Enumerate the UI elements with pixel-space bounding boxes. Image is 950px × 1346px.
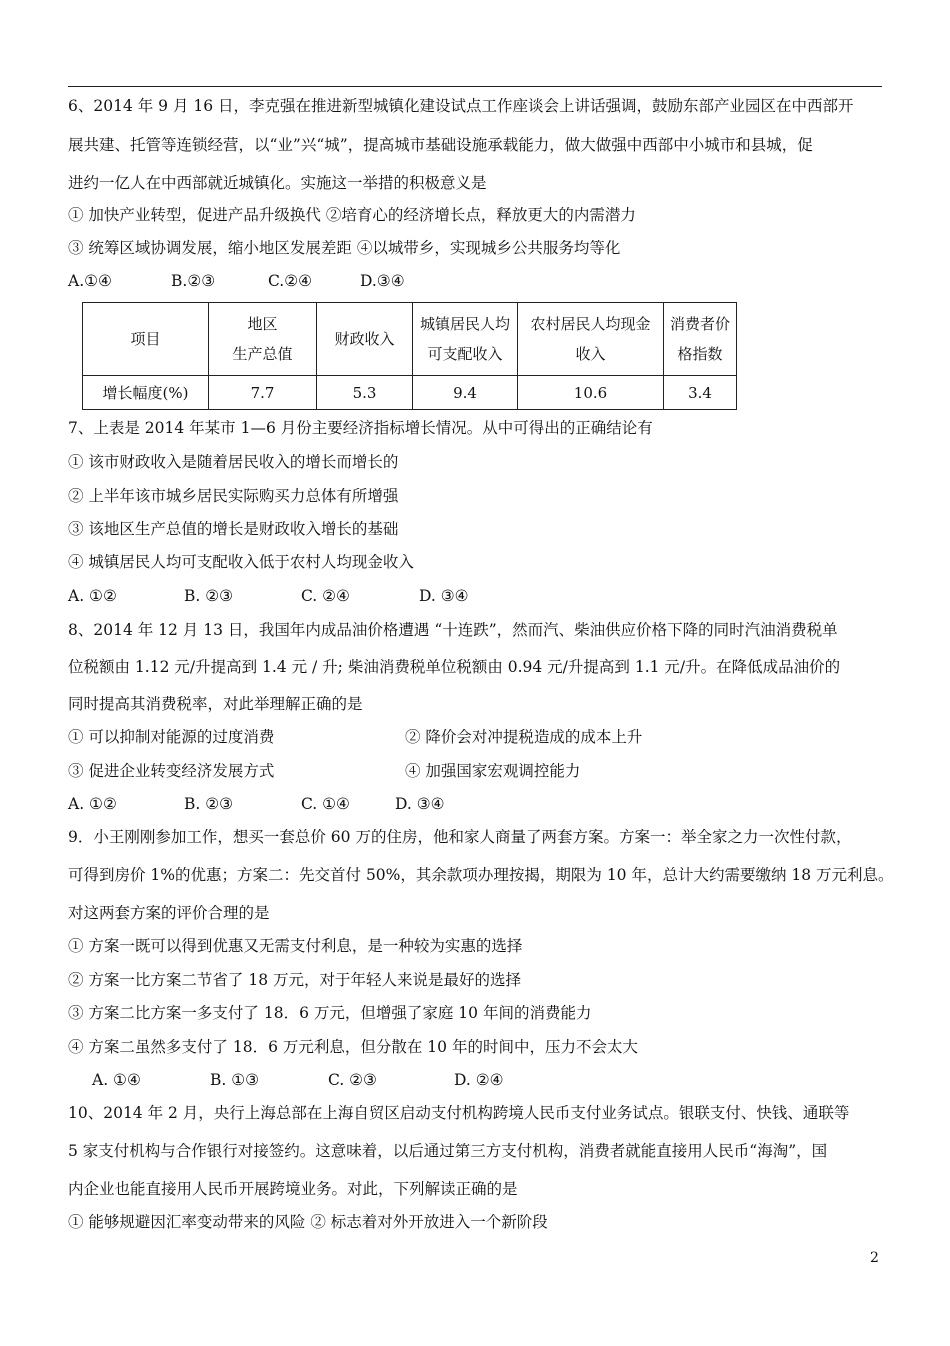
header-rule <box>68 86 882 87</box>
economic-indicators-table <box>82 302 737 410</box>
q8-option-c: C. ①④ <box>301 795 350 813</box>
table-header-row <box>83 303 737 376</box>
q9-item-3: ③ 方案二比方案一多支付了 18．6 万元，但增强了家庭 10 年间的消费能力 <box>68 1004 592 1022</box>
q9-stem-line-2: 可得到房价 1%的优惠；方案二：先交首付 50%，其余款项办理按揭，期限为 10 年，总计大约需要缴纳 18 万元利息。 <box>68 866 894 884</box>
q9-option-a: A. ①④ <box>92 1071 141 1089</box>
q6-stem-line-3: 进约一亿人在中西部就近城镇化。实施这一举措的积极意义是 <box>68 174 487 192</box>
q6-stem-line-2: 展共建、托管等连锁经营，以“业”兴“城”，提高城市基础设施承载能力，做大做强中西部中小城市和县城，促 <box>68 136 813 154</box>
table-cell: 增长幅度(%) <box>83 376 209 410</box>
table-cell: 10.6 <box>518 376 664 410</box>
q8-item-1: ① 可以抑制对能源的过度消费 <box>68 728 275 746</box>
q8-item-4: ④ 加强国家宏观调控能力 <box>405 762 581 780</box>
q7-item-4: ④ 城镇居民人均可支配收入低于农村人均现金收入 <box>68 553 414 571</box>
q6-option-d: D.③④ <box>360 272 405 290</box>
table-cell: 5.3 <box>317 376 413 410</box>
table-cell: 7.7 <box>209 376 317 410</box>
header-text: 收入 <box>575 345 606 363</box>
q6-item-1: ① 加快产业转型，促进产品升级换代 ②培育心的经济增长点，释放更大的内需潜力 <box>68 206 636 224</box>
q10-items: ① 能够规避因汇率变动带来的风险 ② 标志着对外开放进入一个新阶段 <box>68 1213 548 1231</box>
header-text: 农村居民人均现金 <box>530 315 651 333</box>
table-header-cell <box>209 303 317 376</box>
q8-options <box>68 794 445 814</box>
q9-stem-line-1: 9．小王刚刚参加工作，想买一套总价 60 万的住房，他和家人商量了两套方案。方案一：举全家之力一次性付款， <box>68 828 852 846</box>
header-text: 生产总值 <box>232 345 293 363</box>
header-text: 地区 <box>247 315 278 333</box>
q6-options <box>68 271 405 291</box>
q8-stem-line-2: 位税额由 1.12 元/升提高到 1.4 元 / 升; 柴油消费税单位税额由 0.94 元/升提高到 1.1 元/升。在降低成品油价的 <box>68 658 841 676</box>
q7-item-1: ① 该市财政收入是随着居民收入的增长而增长的 <box>68 453 399 471</box>
q7-stem: 7、上表是 2014 年某市 1—6 月份主要经济指标增长情况。从中可得出的正确结论有 <box>68 419 653 437</box>
q9-option-b: B. ①③ <box>210 1071 260 1089</box>
q6-item-2: ③ 统筹区域协调发展，缩小地区发展差距 ④以城带乡，实现城乡公共服务均等化 <box>68 239 621 257</box>
q6-option-a: A.①④ <box>68 272 112 290</box>
q6-option-c: C.②④ <box>268 272 313 290</box>
q10-stem-line-3: 内企业也能直接用人民币开展跨境业务。对此，下列解读正确的是 <box>68 1180 518 1198</box>
q7-option-d: D. ③④ <box>419 587 469 605</box>
q9-option-c: C. ②③ <box>328 1071 377 1089</box>
table-cell: 3.4 <box>664 376 737 410</box>
q9-item-4: ④ 方案二虽然多支付了 18．6 万元利息，但分散在 10 年的时间中，压力不会太大 <box>68 1038 638 1056</box>
q7-option-c: C. ②④ <box>301 587 350 605</box>
table-header-cell: 财政收入 <box>317 303 413 376</box>
q9-item-2: ② 方案一比方案二节省了 18 万元，对于年轻人来说是最好的选择 <box>68 971 522 989</box>
table-header-cell <box>518 303 664 376</box>
q8-option-d: D. ③④ <box>395 795 445 813</box>
header-text: 消费者价 <box>669 315 730 333</box>
q7-options <box>68 586 469 606</box>
table-header-cell: 项目 <box>83 303 209 376</box>
page-number: 2 <box>870 1250 879 1266</box>
q8-stem-line-3: 同时提高其消费税率，对此举理解正确的是 <box>68 695 363 713</box>
q6-stem-line-1: 6、2014 年 9 月 16 日，李克强在推进新型城镇化建设试点工作座谈会上讲话强调，鼓励东部产业园区在中西部开 <box>68 97 854 115</box>
q10-stem-line-2: 5 家支付机构与合作银行对接签约。这意味着，以后通过第三方支付机构，消费者就能直接用人民币“海淘”，国 <box>68 1142 828 1160</box>
q9-item-1: ① 方案一既可以得到优惠又无需支付利息，是一种较为实惠的选择 <box>68 937 523 955</box>
q8-option-a: A. ①② <box>68 795 117 813</box>
header-text: 格指数 <box>677 345 723 363</box>
table-row <box>83 376 737 410</box>
table-header-cell <box>413 303 518 376</box>
q10-stem-line-1: 10、2014 年 2 月，央行上海总部在上海自贸区启动支付机构跨境人民币支付业务试点。银联支付、快钱、通联等 <box>68 1104 850 1122</box>
q7-option-a: A. ①② <box>68 587 117 605</box>
q8-option-b: B. ②③ <box>184 795 234 813</box>
q9-stem-line-3: 对这两套方案的评价合理的是 <box>68 904 270 922</box>
q7-item-3: ③ 该地区生产总值的增长是财政收入增长的基础 <box>68 520 399 538</box>
q6-option-b: B.②③ <box>171 272 216 290</box>
q8-item-3: ③ 促进企业转变经济发展方式 <box>68 762 275 780</box>
q9-options <box>92 1070 504 1090</box>
q8-stem-line-1: 8、2014 年 12 月 13 日，我国年内成品油价格遭遇 “十连跌”，然而汽、柴油供应价格下降的同时汽油消费税单 <box>68 621 838 639</box>
q7-item-2: ② 上半年该市城乡居民实际购买力总体有所增强 <box>68 487 399 505</box>
table-header-cell <box>664 303 737 376</box>
q9-option-d: D. ②④ <box>454 1071 504 1089</box>
q7-option-b: B. ②③ <box>184 587 234 605</box>
header-text: 可支配收入 <box>427 345 503 363</box>
header-text: 城镇居民人均 <box>419 315 510 333</box>
q8-item-2: ② 降价会对冲提税造成的成本上升 <box>405 728 643 746</box>
table-cell: 9.4 <box>413 376 518 410</box>
